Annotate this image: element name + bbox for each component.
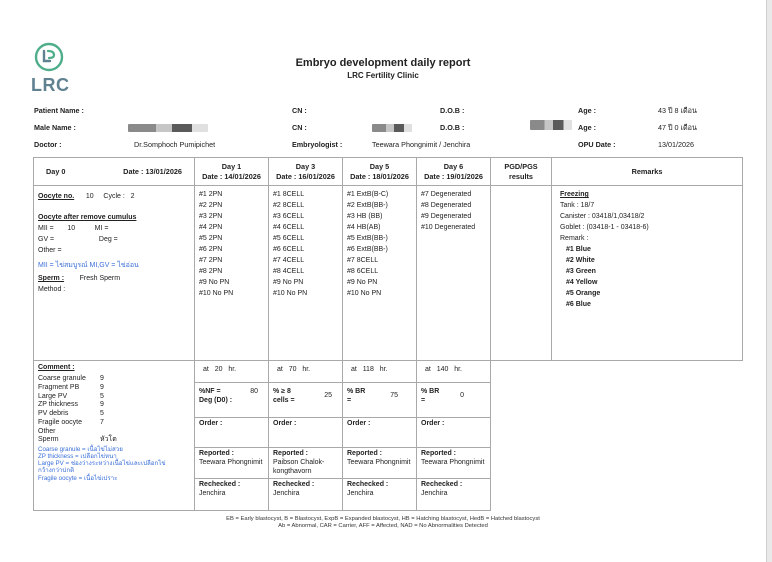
clinic-logo-text: LRC [31,75,70,95]
male-cn-label: CN : [292,123,307,132]
embryo-grade-item: #6 ExtB(BB-) [347,246,388,253]
pgd-results-cell [491,186,552,361]
embryo-grade-item: #4 2PN [199,224,223,231]
day6-list [417,186,491,361]
comment-row: Fragment PB 9 [38,383,104,391]
day3-list [269,186,343,361]
patient-cn-label: CN : [292,106,307,115]
report-title: Embryo development daily report [295,57,471,69]
embryo-grade-item: #5 2PN [199,235,223,242]
opu-date-value: 13/01/2026 [658,140,694,149]
embryo-grade-item: #10 No PN [273,290,308,297]
embryo-grade-item: #1 8CELL [273,191,305,198]
day6-header: Day 6 Date : 19/01/2026 [417,158,491,186]
remark-item: #3 Green [566,268,596,275]
footnote-line-1: EB = Early blastocyst, B = Blastocyst, ExpB = Expanded blastocyst, HB = Hatching blastocyst, HedB = Hatched blastocyst [226,516,540,522]
redacted-male-dob [530,120,572,130]
remarks-cell: Freezing Tank : 18/7 Canister : 03418/1,03418/2 Goblet : (03418-1 - 03418-6) Remark : #1 Blue #2 White #3 Green #4 Yellow #5 Orange #6 Blue [552,186,743,361]
embryo-grade-item: #8 Degenerated [421,202,472,209]
embryo-grade-item: #1 ExtB(B-C) [347,191,389,198]
embryo-grade-item: #3 HB (BB) [347,213,383,220]
doctor-label: Doctor : [34,140,62,149]
male-age-value: 47 ปี 0 เดือน [658,123,697,132]
pgd-header: PGD/PGS results [491,158,552,186]
pgd-bottom-cell [491,361,552,511]
comment-row: Fragile oocyte 7 [38,418,104,426]
remark-item: #6 Blue [566,301,591,308]
embryologist-value: Teewara Phongnimit / Jenchira [372,140,471,149]
remark-item: #2 White [566,257,595,264]
day1-list [195,186,269,361]
patient-dob-label: D.O.B : [440,106,465,115]
opu-date-label: OPU Date : [578,140,616,149]
embryo-grade-item: #10 Degenerated [421,224,476,231]
embryo-grade-item: #9 No PN [273,279,304,286]
day1-header: Day 1 Date : 14/01/2026 [195,158,269,186]
comment-row: Coarse granule 9 [38,375,104,382]
embryo-grade-item: #8 4CELL [273,268,305,275]
comment-row: Large PV 5 [38,392,104,400]
embryo-grade-item: #10 No PN [347,290,382,297]
patient-age-value: 43 ปี 8 เดือน [658,106,697,115]
embryo-grade-item: #6 2PN [199,246,223,253]
embryo-grade-item: #7 4CELL [273,257,305,264]
embryo-grade-item: #2 8CELL [273,202,305,209]
comment-row: PV debris 5 [38,410,104,417]
embryo-grade-item: #5 ExtB(BB-) [347,235,388,242]
embryo-grade-item: #8 6CELL [347,268,379,275]
day6-summary: at 140 hr. % BR = 0 Order : Reported : Teewara Phongnimit Rechecked : Jenchira [417,361,491,511]
comment-legend: Coarse granule = เนื้อไข่ไม่สวย ZP thickness = เปลือกไข่หนา Large PV = ช่องว่างระหว่างเนื้อไข่และเปลือกไข่ กว้างกว่าปกติ Fragile oocyte = เนื้อไข่เปราะ [38,446,166,482]
embryo-grade-item: #4 6CELL [273,224,305,231]
male-name-label: Male Name : [34,123,76,132]
patient-name-label: Patient Name : [34,106,84,115]
remark-item: #4 Yellow [566,279,598,286]
comment-row: ZP thickness 9 [38,401,104,409]
clinic-name: LRC Fertility Clinic [347,71,419,80]
day3-summary: at 70 hr. % ≥ 8 cells = 25 Order : Reported : Paibson Chalok-kongthavorn Rechecked : Jenchira [269,361,343,511]
embryo-grade-item: #2 ExtB(BB-) [347,202,388,209]
comment-cell: Comment : Coarse granule 9 Fragment PB 9 Large PV 5 ZP thickness 9 PV debris 5 Fragile oocyte 7 Other Sperm หัวโต Coarse granule = เนื้อไข่ไม่สวย ZP thickness = เปลือกไข่หนา Large PV = ช่องว่างระหว่างเนื้อไข่และเปลือกไข่ กว้างกว่าปกติ Fragile oocyte = เนื้อไข่เปราะ [34,361,195,511]
day1-summary: at 20 hr. %NF = 80 Deg (D0) : Order : Reported : Teewara Phongnimit Rechecked : Jenchira [195,361,269,511]
embryo-grade-item: #5 6CELL [273,235,305,242]
day0-info-cell: Oocyte no. 10 Cycle : 2 Oocyte after remove cumulus MII = 10 MI = GV = Deg = Other = MII = ไข่สมบูรณ์ MI,GV = ไข่อ่อน Sperm : Fresh Sperm Method : [34,186,195,361]
embryologist-label: Embryologist : [292,140,343,149]
embryo-grade-item: #9 No PN [199,279,230,286]
day0-header: Day 0 Date : 13/01/2026 [34,158,195,186]
comment-row: Other [38,427,56,435]
redacted-male-cn [372,124,412,132]
embryo-grade-item: #8 2PN [199,268,223,275]
embryo-grade-item: #1 2PN [199,191,223,198]
embryo-grade-item: #7 2PN [199,257,223,264]
day5-list [343,186,417,361]
remark-item: #1 Blue [566,246,591,253]
footnote-line-2: Ab = Abnormal, CAR = Carrier, AFF = Affected, NAD = No Abnormalities Detected [278,523,488,529]
embryo-grade-item: #7 Degenerated [421,191,472,198]
patient-age-label: Age : [578,106,596,115]
embryo-grade-item: #2 2PN [199,202,223,209]
day5-summary: at 118 hr. % BR = 75 Order : Reported : Teewara Phongnimit Rechecked : Jenchira [343,361,417,511]
embryo-grade-item: #4 HB(AB) [347,224,381,231]
male-dob-label: D.O.B : [440,123,465,132]
embryo-grade-item: #6 6CELL [273,246,305,253]
embryo-grade-item: #3 2PN [199,213,223,220]
remark-item: #5 Orange [566,290,601,297]
remarks-header: Remarks [552,158,743,186]
embryo-grade-item: #7 8CELL [347,257,379,264]
male-age-label: Age : [578,123,596,132]
comment-row: Sperm หัวโต [38,436,117,444]
embryo-grade-item: #9 No PN [347,279,378,286]
doctor-value: Dr.Somphoch Pumipichet [134,140,216,149]
embryo-grade-item: #3 6CELL [273,213,305,220]
embryo-grade-item: #9 Degenerated [421,213,472,220]
remarks-bottom-cell [552,361,743,511]
embryo-table [33,157,743,511]
embryo-grade-item: #10 No PN [199,290,234,297]
redacted-male-name [128,124,208,132]
viewer-edge [766,0,772,562]
day5-header: Day 5 Date : 18/01/2026 [343,158,417,186]
day3-header: Day 3 Date : 16/01/2026 [269,158,343,186]
